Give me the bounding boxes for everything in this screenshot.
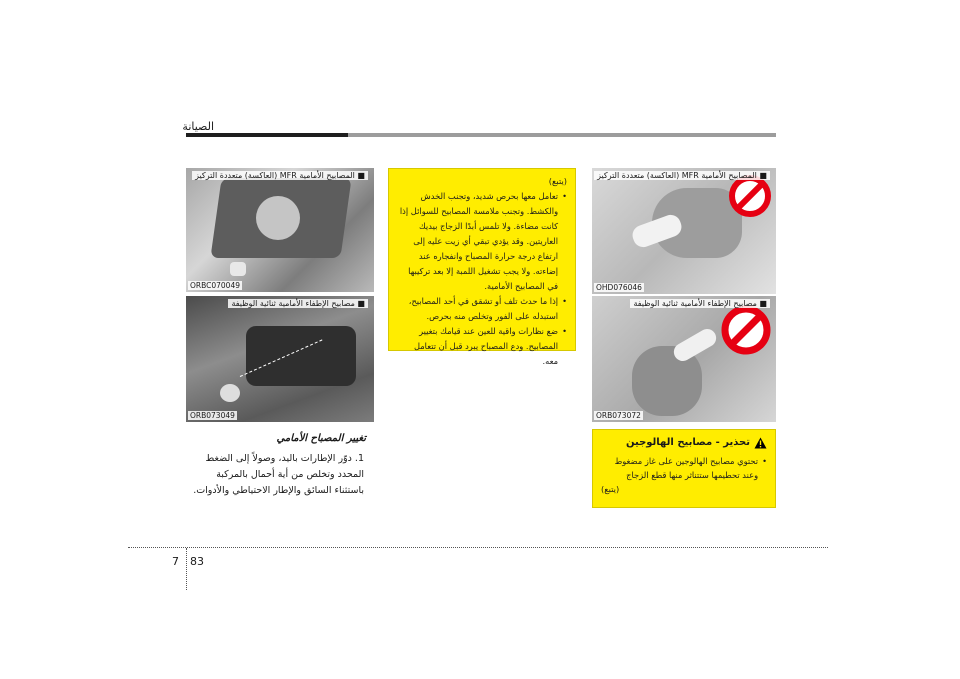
warning-heading: (يتبع) (548, 176, 567, 186)
prohibited-icon (720, 304, 772, 356)
lamp-body-shape (246, 326, 356, 386)
page-number: 83 (190, 555, 204, 568)
lamp-bulb-shape (220, 384, 240, 402)
warning-item (397, 189, 567, 294)
photo-caption: ■ مصابيح الإطفاء الأمامية ثنائية الوظيفة (630, 299, 770, 308)
chapter-number: 7 (172, 555, 179, 568)
instruction-step (184, 451, 364, 499)
warning-item (397, 324, 567, 369)
headlamp-socket-shape (256, 196, 300, 240)
photo-caption: ■ المصابيح الأمامية MFR (العاكسة) متعددة التركيز (192, 171, 368, 180)
caution-item (601, 454, 767, 482)
step-text: دوّر الإطارات باليد، وصولاً إلى الضغط المحدد وتخلص من أية أحمال بالمركبة باستثناء السائق والإطار الاحتياطي والأدوات. (193, 453, 364, 496)
warning-box (388, 168, 576, 366)
photo-code: ORB073049 (190, 411, 235, 420)
photo-code: OHD076046 (596, 283, 642, 292)
caution-continued: (يتبع) (601, 484, 620, 494)
bulb-prohibited-photo (592, 296, 776, 422)
caution-title-text: تحذير - مصابيح الهالوجين (625, 437, 750, 448)
caution-item-text: تحتوي مصابيح الهالوجين على غاز مضغوط وعند تحطيمها ستتناثر منها قطع الزجاج (614, 456, 759, 480)
caution-box (592, 429, 776, 508)
bulb-shape (230, 262, 246, 276)
warning-item-text: تعامل معها بحرص شديد، وتجنب الخدش والكشط. وتجنب ملامسة المصابيح للسوائل إذا كانت مضاءة. ولا تلمس أبدًا الزجاج بيديك العاريتين. وقد يؤدي تبقي أي زيت عليه إلى ارتفاع درجة حرارة المصباح وانفجاره عند إضاءته. ولا يجب تشغيل اللمبة إلا بعد تركيبها في المصابيح الأمامية. (399, 191, 559, 291)
step-number: 1. (354, 453, 364, 464)
bullet-icon: • (562, 296, 567, 306)
photo-code: ORB073072 (596, 411, 641, 420)
headlamp-rear-photo (186, 168, 374, 292)
bullet-icon: • (562, 191, 567, 201)
warning-item-text: ضع نظارات واقية للعين عند قيامك بتغيير المصابيح. ودع المصباح يبرد قبل أن تتعامل معه. (413, 326, 559, 366)
photo-caption: ■ المصابيح الأمامية MFR (العاكسة) متعددة التركيز (594, 171, 770, 180)
instructions-title: تغيير المصباح الأمامي (276, 433, 366, 444)
footer-vertical-divider (186, 548, 187, 590)
photo-code: ORBC070049 (190, 281, 240, 290)
warning-item (397, 294, 567, 324)
header-rule-accent (186, 133, 348, 137)
warning-item-text: إذا ما حدث تلف أو تشقق في أحد المصابيح، استبدله على الفور وتخلص منه بحرص. (408, 296, 559, 321)
hand-bulb-photo (592, 168, 776, 294)
bullet-icon: • (562, 326, 567, 336)
bullet-icon: • (762, 456, 767, 466)
section-header-title: الصيانة (182, 120, 214, 133)
footer-divider (128, 547, 828, 548)
dual-function-lamp-photo (186, 296, 374, 422)
warning-triangle-icon (754, 437, 767, 449)
caution-title (601, 436, 767, 450)
prohibited-icon (728, 174, 772, 218)
photo-caption: ■ مصابيح الإطفاء الأمامية ثنائية الوظيفة (228, 299, 368, 308)
